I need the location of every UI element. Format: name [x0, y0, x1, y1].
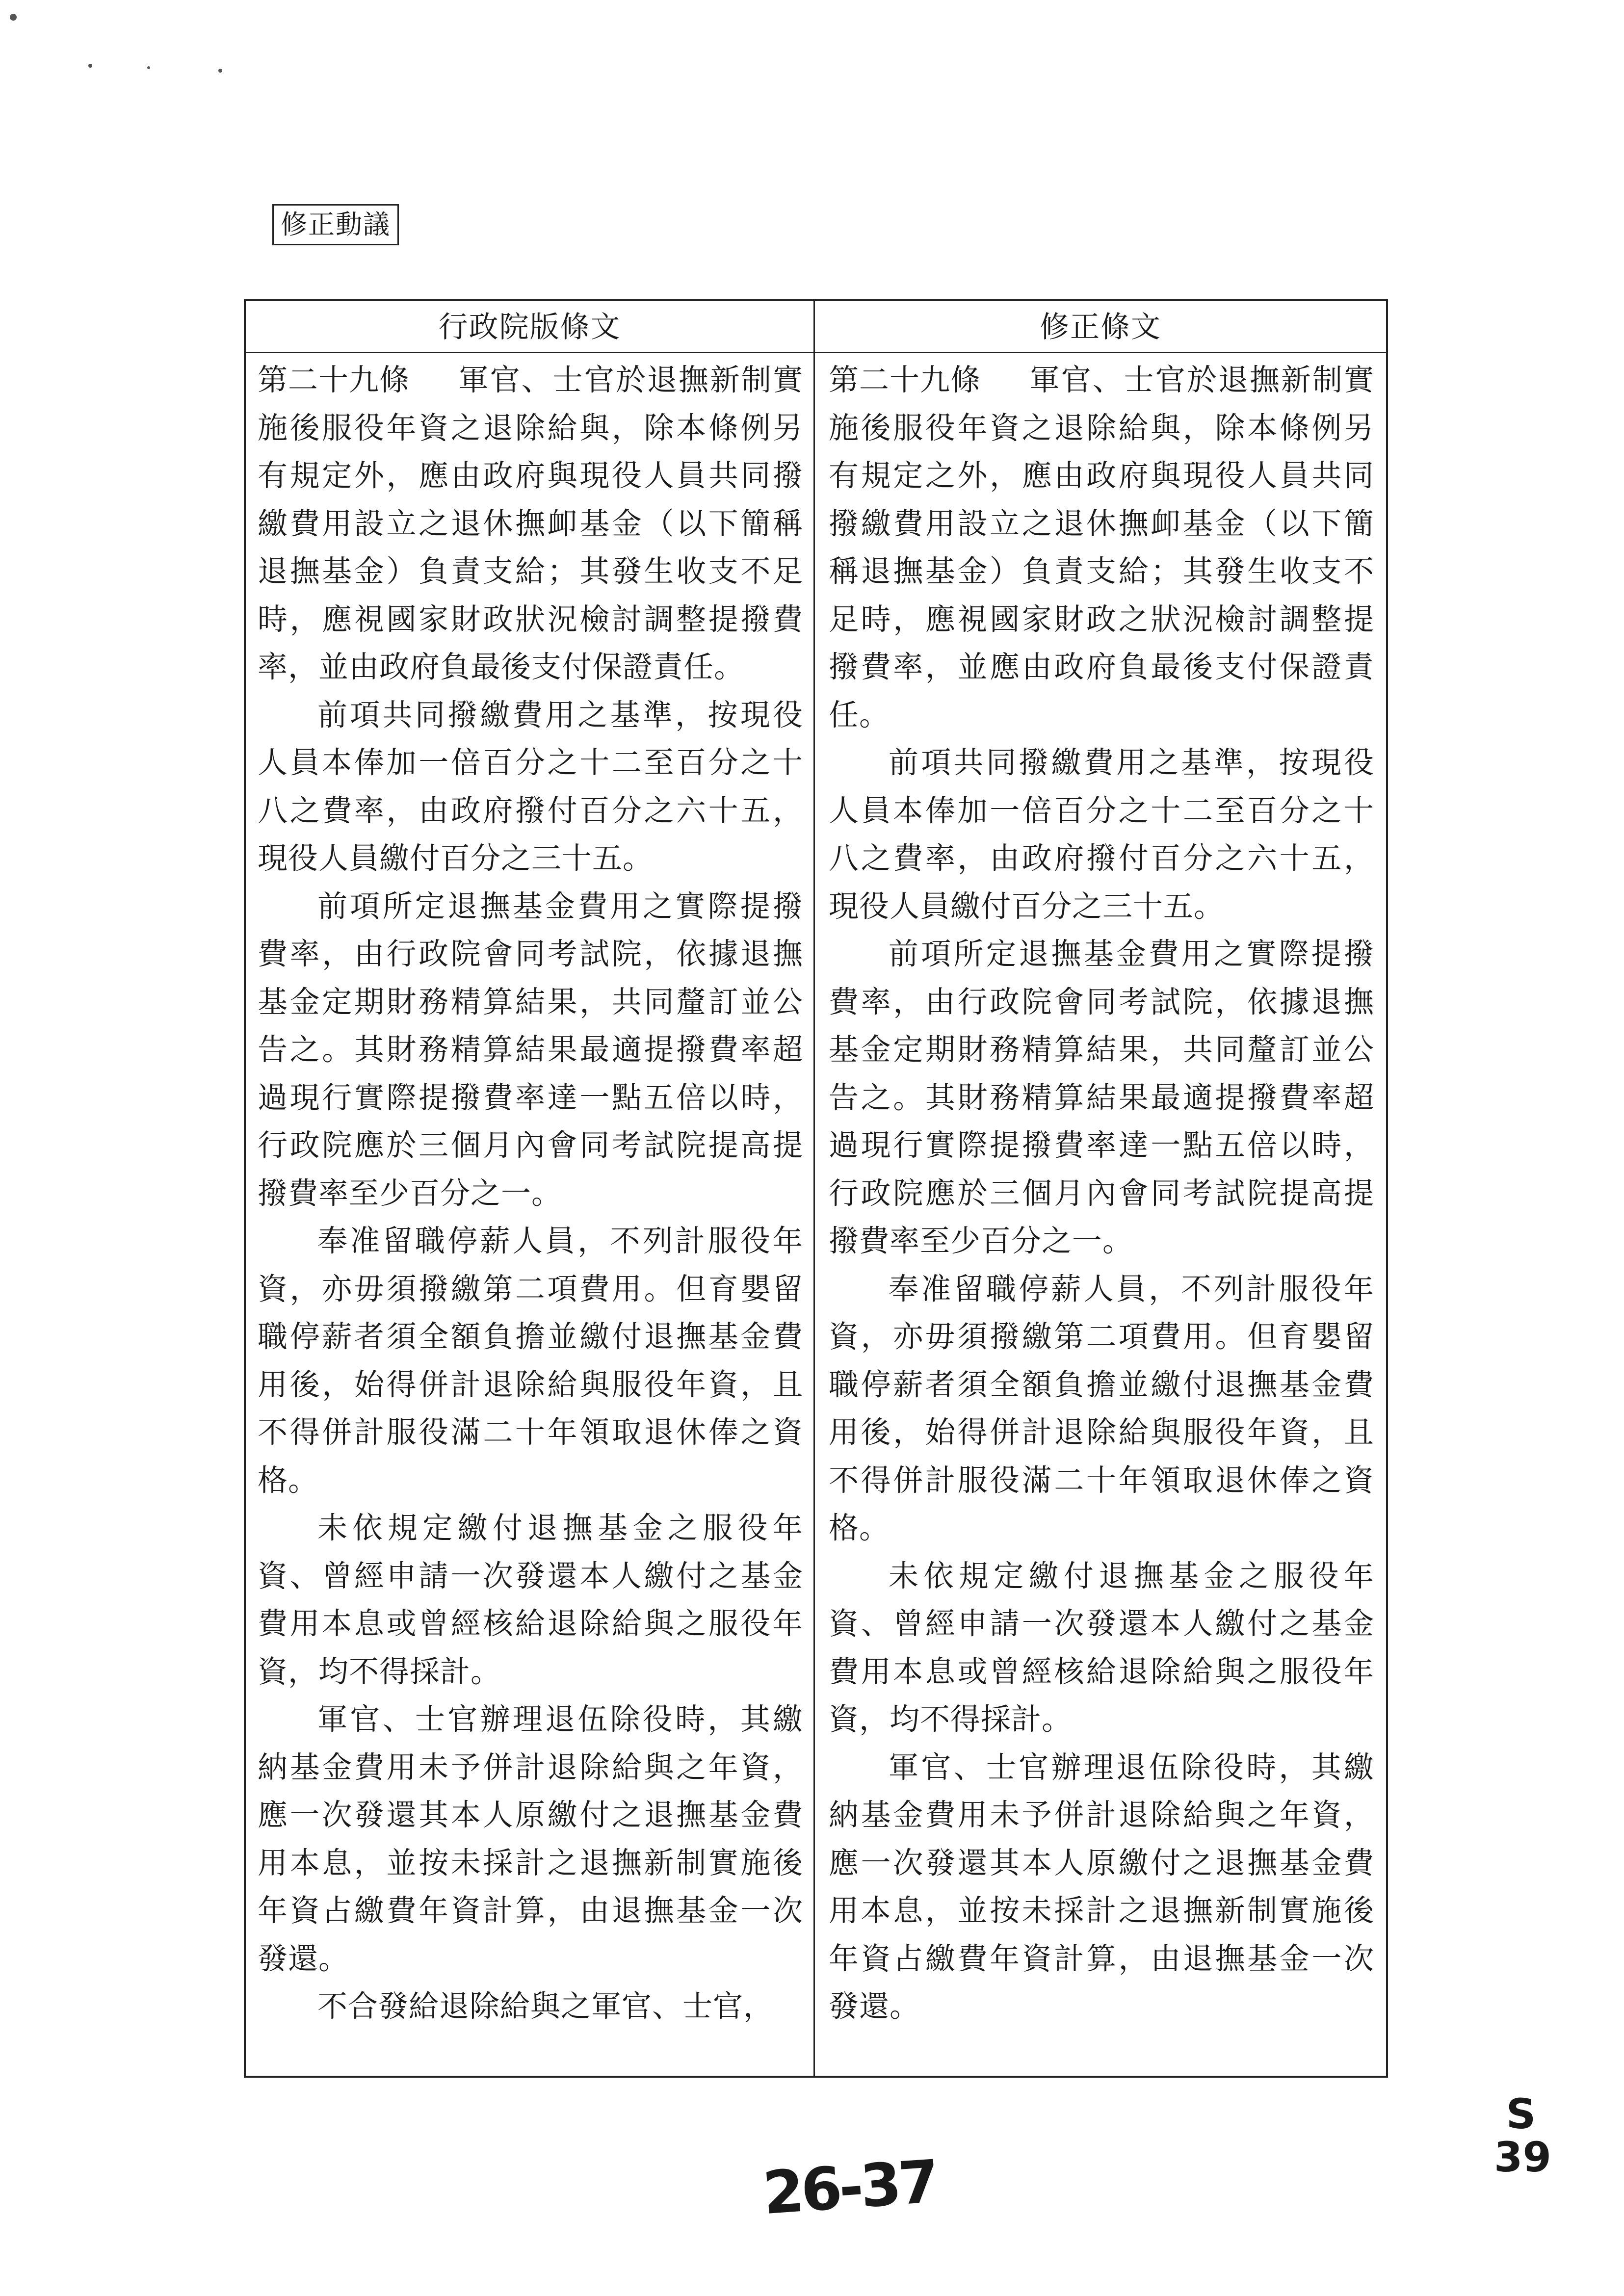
scan-speck	[10, 14, 17, 21]
left-paragraph-1	[258, 356, 803, 691]
comparison-table	[244, 299, 1388, 2078]
right-column-text	[829, 356, 1374, 2031]
left-paragraph-5: 未依規定繳付退撫基金之服役年資、曾經申請一次發還本人繳付之基金費用本息或曾經核給退除給與之服役年資，均不得採計。	[258, 1511, 803, 1689]
right-paragraph-6: 軍官、士官辦理退伍除役時，其繳納基金費用未予併計退除給與之年資，應一次發還其本人原繳付之退撫基金費用本息，並按未採計之退撫新制實施後年資占繳費年資計算，由退撫基金一次發還。	[829, 1749, 1374, 2024]
scan-speck	[147, 66, 150, 69]
left-paragraph-3: 前項所定退撫基金費用之實際提撥費率，由行政院會同考試院，依據退撫基金定期財務精算結果，共同釐訂並公告之。其財務精算結果最適提撥費率超過現行實際提撥費率達一點五倍以時，行政院應於三個月內會同考試院提高提撥費率至少百分之一。	[258, 888, 803, 1211]
left-article-number: 第二十九條	[258, 363, 410, 397]
left-paragraph-2: 前項共同撥繳費用之基準，按現役人員本俸加一倍百分之十二至百分之十八之費率，由政府撥付百分之六十五，現役人員繳付百分之三十五。	[258, 697, 803, 876]
column-divider	[813, 301, 815, 2076]
left-column-text	[258, 356, 803, 2031]
side-mark-bottom: 39	[1494, 2133, 1551, 2181]
side-mark-top: S	[1506, 2090, 1536, 2138]
right-column-header: 修正條文	[815, 301, 1386, 353]
right-paragraph-1	[829, 356, 1374, 739]
left-paragraph-7: 不合發給退除給與之軍官、士官，	[317, 1989, 774, 2024]
scan-speck	[218, 69, 222, 73]
left-paragraph-1-text: 軍官、士官於退撫新制實施後服役年資之退除給與，除本條例另有規定外，應由政府與現役人員共同撥繳費用設立之退休撫卹基金（以下簡稱退撫基金）負責支給；其發生收支不足時，應視國家財政狀況檢討調整提撥費率，並由政府負最後支付保證責任。	[258, 363, 803, 684]
right-paragraph-4: 奉准留職停薪人員，不列計服役年資，亦毋須撥繳第二項費用。但育嬰留職停薪者須全額負擔並繳付退撫基金費用後，始得併計退除給與服役年資，且不得併計服役滿二十年領取退休俸之資格。	[829, 1271, 1374, 1545]
motion-badge: 修正動議	[272, 204, 399, 245]
left-paragraph-6: 軍官、士官辦理退伍除役時，其繳納基金費用未予併計退除給與之年資，應一次發還其本人原繳付之退撫基金費用本息，並按未採計之退撫新制實施後年資占繳費年資計算，由退撫基金一次發還。	[258, 1702, 803, 1976]
right-paragraph-3: 前項所定退撫基金費用之實際提撥費率，由行政院會同考試院，依據退撫基金定期財務精算結果，共同釐訂並公告之。其財務精算結果最適提撥費率超過現行實際提撥費率達一點五倍以時，行政院應於三個月內會同考試院提高提撥費率至少百分之一。	[829, 937, 1374, 1258]
scan-speck	[88, 64, 92, 68]
right-article-number: 第二十九條	[829, 363, 981, 397]
handwritten-side-mark	[1494, 2090, 1551, 2181]
right-paragraph-1-text: 軍官、士官於退撫新制實施後服役年資之退除給與，除本條例另有規定之外，應由政府與現役人員共同撥繳費用設立之退休撫卹基金（以下簡稱退撫基金）負責支給；其發生收支不足時，應視國家財政之狀況檢討調整提撥費率，並應由政府負最後支付保證責任。	[829, 363, 1374, 732]
left-column-header: 行政院版條文	[246, 301, 815, 353]
right-paragraph-5: 未依規定繳付退撫基金之服役年資、曾經申請一次發還本人繳付之基金費用本息或曾經核給退除給與之服役年資，均不得採計。	[829, 1558, 1374, 1737]
right-paragraph-2: 前項共同撥繳費用之基準，按現役人員本俸加一倍百分之十二至百分之十八之費率，由政府撥付百分之六十五，現役人員繳付百分之三十五。	[829, 745, 1374, 924]
handwritten-page-number: 26-37	[760, 2147, 939, 2228]
left-paragraph-4: 奉准留職停薪人員，不列計服役年資，亦毋須撥繳第二項費用。但育嬰留職停薪者須全額負擔並繳付退撫基金費用後，始得併計退除給與服役年資，且不得併計服役滿二十年領取退休俸之資格。	[258, 1224, 803, 1498]
